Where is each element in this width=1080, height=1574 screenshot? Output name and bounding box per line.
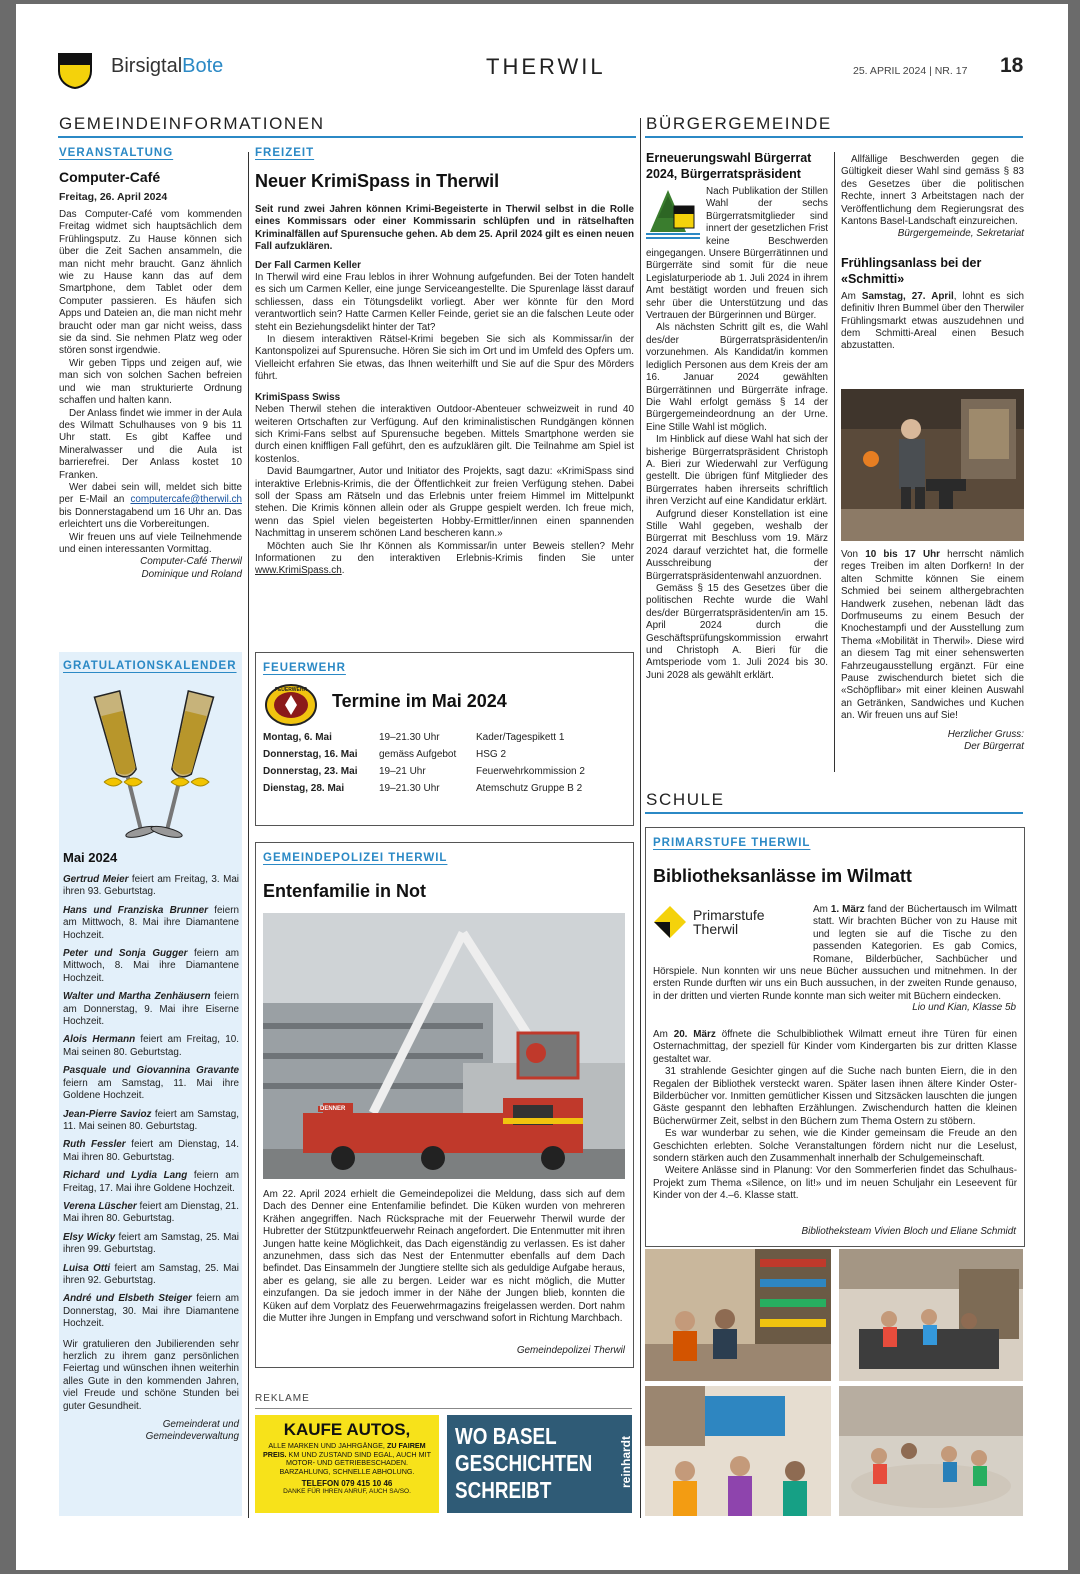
section-header-gemeinde: GEMEINDEINFORMATIONEN: [59, 114, 325, 133]
signature: Bürgergemeinde, Sekretariat: [897, 228, 1024, 240]
box-title: Bibliotheksanlässe im Wilmatt: [653, 866, 912, 886]
termin-time: 19–21.30 Uhr: [379, 732, 440, 743]
library-photo-2: [839, 1249, 1023, 1381]
library-photo-1: [645, 1249, 831, 1381]
buergergemeinde-logo-icon: [646, 188, 700, 240]
article-lead: Seit rund zwei Jahren können Krimi-Begeisterte in Therwil selbst in die Rolle eines Kommissars oder einer Kommissarin schlüpfen und in rätselhaften Kriminalfällen auf Spurensuche gehen. Ab dem 25. April 2024 gilt es einen neuen Fall aufzuklären.: [255, 204, 635, 253]
article-title: Frühlingsanlass bei der «Schmitti»: [841, 255, 982, 286]
signature: Computer-Café Therwil: [140, 556, 242, 568]
kicker: GEMEINDEPOLIZEI THERWIL: [263, 852, 448, 864]
gratulation-entry: Pasquale und Giovannina Gravante feiern am Samstag, 11. Mai ihre Goldene Hochzeit.: [63, 1065, 239, 1102]
termin-day: Donnerstag, 23. Mai: [263, 766, 358, 777]
section-divider: [645, 812, 1023, 814]
article-buergerrat: [646, 150, 828, 682]
signature: Der Bürgerrat: [964, 741, 1024, 753]
subheading: KrimiSpass Swiss: [255, 391, 341, 403]
article-krimi: [255, 147, 634, 578]
email-link[interactable]: computercafe@therwil.ch: [130, 494, 242, 506]
krimispass-link[interactable]: www.KrimiSpass.ch: [255, 565, 342, 577]
termin-time: gemäss Aufgebot: [379, 749, 457, 760]
ad-kaufe-autos[interactable]: [255, 1415, 439, 1513]
termin-day: Dienstag, 28. Mai: [263, 783, 345, 794]
article-body: Am 22. April 2024 erhielt die Gemeindepolizei die Meldung, dass sich auf dem Dach des Denner eine Entenfamilie befindet. Die Küken wurden von mehreren Krähen angegriffen. Nach Rücksprache mit der Feuerwehr Therwil wurde der Hubretter der Stützpunktfeuerwehr Reinach angefordert. Die Entenmutter mit ihren Jungen hatte keine Möglichkeit, das Dach eigenständig zu verlassen. Es ist daher anzunehmen, dass sich das Nest der Entenmutter ebenfalls auf dem Dach befindet. Das Einsammeln der Jungtiere stellte sich als geduldige Aufgabe heraus, aber es gelang, sie alle zu bergen. Leider war es nicht möglich, die Mutter einzufangen. Da sie jedoch immer in der Nähe der Jungen blieb, konnten die Küken auf dem Vorplatz des Feuerwehrmagazins freigelassen werden. Dort nahm die Mutter ihre Jungen in Empfang und verschwand sofort in Richtung Marchbach.: [263, 1189, 625, 1325]
termin-topic: Feuerwehrkommission 2: [476, 766, 585, 777]
gratulation-entry: André und Elsbeth Steiger feiern am Donnerstag, 30. Mai ihre Diamantene Hochzeit.: [63, 1293, 239, 1330]
blacksmith-photo: [841, 389, 1024, 541]
signature: Bibliotheksteam Vivien Bloch und Eliane Schmidt: [801, 1226, 1016, 1237]
termin-topic: Kader/Tagespikett 1: [476, 732, 565, 743]
article-computer-cafe: [59, 147, 242, 581]
kicker: FREIZEIT: [255, 147, 315, 159]
ad-thanks: DANKE FÜR IHREN ANRUF, AUCH SA/SO.: [283, 1488, 411, 1495]
paragraph: Von 10 bis 17 Uhr herrscht nämlich reges Treiben im alten Dorfkern! In der alten Schmitte können Sie einem Schmied bei seinem althergebrachten Handwerk zusehen, nebenan lädt das Dorfmuseums zu einem Besuch der Knochestampfi und der Ausstellung zum Thema «Mobilität in Therwil». Diese wird an diesem Tag mit einer sehenswerten Fahrzeugausstellung ergänzt. Für eine Pause zwischendurch bietet sich die «Schöpflibar» mit einer kleinen Auswahl an Getränken, Sandwiches und Kuchen an. Wir freuen uns auf Sie!: [841, 549, 1024, 722]
signature: Lio und Kian, Klasse 5b: [912, 1002, 1016, 1013]
paragraph: David Baumgartner, Autor und Initiator des Projekts, sagt dazu: «KrimiSpass sind interaktive Erlebnis-Krimis, die der Öffentlichkeit zur freien Verfügung stehen. Dabei soll der Spass am Rätseln und das Erlebnis unter freiem Himmel im Mittelpunkt stehen. Die Krimis können allein oder als Gruppe gespielt werden. Ich freue mich, wenn das Spiel vielen begeisterten Hobby-Ermittler/innen einen spannenden Nachmittag in unserem schönen Land bescheren kann.»: [255, 466, 634, 540]
issue-date: 25. APRIL 2024 | NR. 17: [853, 65, 968, 77]
box-title: Entenfamilie in Not: [263, 881, 427, 901]
fire-truck-photo: [263, 913, 625, 1179]
article-body: Das Computer-Café vom kommenden Freitag widmet sich hauptsächlich dem Frühlingsputz. Zu Hause können sich über die Zeit Sachen ansammeln, die man nicht mehr braucht. Ganz ähnlich wie zu Hause kann das auf dem Smartphone, dem Tablet oder dem Computer passieren. Es häufen sich Apps und Dateien an, die man nicht mehr braucht oder man gar nicht weiss, dass sie da sind. Sie nehmen Platz weg oder stören sonst irgendwie. Wir geben Tipps und zeigen auf, wie man sich von solchen Sachen befreien und wie man strukturierte Ordnung schaffen und halten kann. Der Anlass findet wie immer in der Aula des Wilmatt Schulhauses von 9 bis 11 Uhr statt. Es gibt Kaffee und Mineralwasser und die Aula ist barrierefrei. Der Anlass kostet 10 Franken. Wer dabei sein will, meldet sich bitte per E-Mail an computercafe@therwil.ch bis Donnerstagabend um 16 Uhr an. Das erleichtert uns die Vorbereitungen. Wir freuen uns auf viele Teilnehmende und einen interessanten Vormittag.: [59, 209, 242, 555]
library-photo-3: [645, 1386, 831, 1516]
gratulation-entry: Elsy Wicky feiert am Samstag, 25. Mai ihren 99. Geburtstag.: [63, 1231, 239, 1256]
signature: Gemeindepolizei Therwil: [516, 1345, 625, 1356]
paragraph: Als nächsten Schritt gilt es, die Wahl des/der Bürgerratspräsidenten/in vorzunehmen. Als Kandidat/in kommen lediglich Personen aus dem Kreis der am 16. Januar 2024 gewählten Bürgerrätinnen und Bürgerräte infrage. Die Wahl erfolgt gemäss § 14 der Bürgergemeindeordnung an der Urne. Eine Stille Wahl ist möglich.: [646, 322, 828, 433]
primarstufe-logo-text: Primarstufe Therwil: [693, 907, 765, 937]
gratulation-entry: Hans und Franziska Brunner feiern am Mittwoch, 8. Mai ihre Diamantene Hochzeit.: [63, 904, 240, 941]
column-rule: [834, 152, 835, 772]
signature: Gemeinderat und: [162, 1419, 239, 1431]
paragraph: In diesem interaktiven Rätsel-Krimi begeben Sie sich als Kommissar/in der Kantonspolizei auf Spurensuche. Hören Sie sich im Ort und im Umfeld des Opfers um. Vielleicht erfahren Sie etwas, das Ihnen weiterhilft und Sie auf die Spur des Mörders führt.: [255, 334, 634, 383]
champagne-glasses-icon: [79, 682, 229, 852]
termin-row: [263, 746, 585, 763]
article-title: Computer-Café: [59, 169, 161, 185]
gratulation-entry: Alois Hermann feiert am Freitag, 10. Mai seinen 80. Geburtstag.: [63, 1034, 239, 1058]
kicker: GRATULATIONSKALENDER: [63, 660, 237, 672]
reklame-label: REKLAME: [255, 1393, 310, 1404]
signature: Dominique und Roland: [141, 568, 242, 580]
paragraph: Allfällige Beschwerden gegen die Gültigkeit dieser Wahl sind gemäss § 83 des Gesetzes über die politischen Rechte, innert 3 Arbeitstagen nach der Veröffentlichung dem Regierungsrat des Kantons Basel-Landschaft einzureichen.: [841, 154, 1024, 228]
paragraph: In Therwil wird eine Frau leblos in ihrer Wohnung aufgefunden. Bei der Toten handelt es sich um Carmen Keller, eine junge Serviceangestellte. Die Spurenlage lässt darauf schliessen, dass ein Tötungsdelikt vorliegt. Aber wer könnte für den Mord verantwortlich sein? Hatte Carmen Keller Feinde, geriet sie an die falschen Leute oder steht ein Beziehungsdelikt hinter der Tat?: [255, 272, 634, 333]
termin-topic: HSG 2: [476, 749, 507, 760]
box-title: Termine im Mai 2024: [332, 691, 507, 711]
ad-reinhardt[interactable]: [447, 1415, 632, 1513]
ad-text: ALLE MARKEN UND JAHRGÄNGE, ZU FAIREM PREIS. KM UND ZUSTAND SIND EGAL, AUCH MIT MOTOR- UND GETRIEBESCHADEN. BARZAHLUNG, SCHNELLE ABHOLUNG.: [262, 1441, 431, 1476]
ad-slogan: WO BASEL GESCHICHTEN SCHREIBT: [455, 1423, 593, 1503]
subheading: Der Fall Carmen Keller: [255, 259, 361, 271]
gratulation-list: [63, 874, 239, 1444]
gratulation-entry: Luisa Otti feiert am Samstag, 25. Mai ihren 92. Geburtstag.: [63, 1262, 239, 1286]
gratulation-entry: Walter und Martha Zenhäusern feiern am Donnerstag, 9. Mai ihre Eiserne Hochzeit.: [63, 991, 239, 1028]
section-divider: [645, 136, 1023, 138]
signature: Gemeindeverwaltung: [145, 1431, 239, 1443]
termin-row: [263, 780, 585, 797]
logo-text: FEUERWEHR: [274, 687, 308, 693]
paragraph: Im Hinblick auf diese Wahl hat sich der bisherige Bürgerratspräsident Christoph A. Bieri zur Wiederwahl zur Verfügung gestellt. Die übrigen fünf Mitglieder des Bürgerrates haben ihrerseits schriftlich ihren Verzicht auf eine Kandidatur erklärt.: [646, 434, 828, 508]
paragraph: Möchten auch Sie Ihr Können als Kommissar/in unter Beweis stellen? Mehr Informationen zu den interaktiven Erlebnis-Krimis finden Sie unter www.KrimiSpass.ch.: [255, 540, 634, 577]
article-title: Erneuerungswahl Bürgerrat 2024, Bürgerratspräsident: [646, 151, 812, 181]
termine-table: [263, 729, 585, 797]
ad-title: KAUFE AUTOS,: [283, 1420, 411, 1439]
termin-day: Montag, 6. Mai: [263, 732, 332, 743]
gratulation-entry: Peter und Sonja Gugger feiern am Mittwoch, 8. Mai ihre Diamantene Hochzeit.: [63, 948, 239, 984]
store-sign: DENNER: [320, 1106, 346, 1112]
schule-box: [645, 827, 1025, 1247]
coat-of-arms-icon: [58, 53, 92, 89]
article-date: Freitag, 26. April 2024: [59, 191, 168, 203]
gratulation-entry: Richard und Lydia Lang feiern am Freitag, 17. Mai ihre Goldene Hochzeit.: [63, 1170, 239, 1194]
ad-brand: reinhardt: [618, 1435, 633, 1489]
article-schmitti-continued: [841, 549, 1024, 754]
brand-logo: BirsigtalBote: [111, 55, 224, 77]
termin-day: Donnerstag, 16. Mai: [263, 749, 358, 760]
article-buergerrat-continued: [841, 154, 1024, 353]
ad-phone: TELEFON 079 415 10 46: [301, 1479, 393, 1488]
termin-row: [263, 729, 585, 746]
feuerwehr-box: [255, 652, 634, 826]
termin-time: 19–21 Uhr: [379, 766, 426, 777]
paragraph: Aufgrund dieser Konstellation ist eine Stille Wahl gegeben, weshalb der Bürgerrat mit Beschluss vom 19. März 2024 darauf verzichtet hat, die formelle Ausschreibung der Bürgerratspräsidentenwahl anzuordnen.: [646, 508, 828, 582]
page-number: 18: [1000, 54, 1024, 77]
paragraph: Nach Publikation der Stillen Wahl der sechs Bürgerratsmitglieder sind innert der gesetzlichen Frist keine Beschwerden eingegangen. Unsere Bürgerrätinnen und Bürgerräte sind somit für die neue Legislaturperiode ab 1. Juli 2024 in ihrem Amt bestätigt worden und freuen sich sehr über die Unterstützung und das Vertrauen der Bürgerinnen und Bürger.: [646, 186, 828, 322]
paragraph: Am Samstag, 27. April, lohnt es sich definitiv Ihren Bummel über den Therwiler Frühlingsmarkt etwas auszudehnen und dem Schmitti-Areal einen Besuch abzustatten.: [841, 290, 1024, 352]
termin-row: [263, 763, 585, 780]
section-divider: [58, 136, 636, 138]
gratulation-box: [59, 652, 242, 1516]
divider: [255, 1408, 632, 1409]
paragraph: Gemäss § 15 des Gesetzes über die politischen Rechte wurde die Wahl des/der Bürgerratspräsidenten/in am 15. April 2024 durch die Geschäftsprüfungskommission erwahrt und Christoph A. Bieri für die Amtsperiode vom 1. Juli 2024 bis 30. Juni 2028 als gewählt erklärt.: [646, 583, 828, 681]
kicker: PRIMARSTUFE THERWIL: [653, 837, 811, 849]
gratulation-closing: Wir gratulieren den Jubilierenden sehr herzlich zu ihrem ganz persönlichen Feiertag und wünschen ihnen weiterhin alles Gute in den kommenden Jahren, viel Freude und schöne Stunden bei guter Gesundheit.: [63, 1338, 239, 1412]
library-photo-4: [839, 1386, 1023, 1516]
section-header-buergergemeinde: BÜRGERGEMEINDE: [646, 114, 832, 133]
paragraph: Am 1. März fand der Büchertausch im Wilmatt statt. Wir brachten Bücher von zu Hause mit und legten sie auf die Tische zu den passenden Kategorien. Es gab Comics, Romane, Bilderbücher, Sachbücher und Hörspiele. Nun konnten wir uns neue Bücher aussuchen und mitnehmen. In der ersten Runde durften wir uns ein Buch aussuchen, in der zweiten Runde genauso, in der dritten und vierten Runde konnte man sich weiter mit Büchern eindecken.: [653, 904, 1017, 1002]
kicker: VERANSTALTUNG: [59, 147, 174, 159]
town-title: THERWIL: [486, 54, 606, 79]
polizei-box: [255, 842, 634, 1368]
termin-topic: Atemschutz Gruppe B 2: [476, 783, 583, 794]
gratulation-entry: Ruth Fessler feiert am Dienstag, 14. Mai ihren 80. Geburtstag.: [63, 1139, 239, 1163]
month-heading: Mai 2024: [63, 850, 118, 865]
school-article-body: Am 20. März öffnete die Schulbibliothek Wilmatt erneut ihre Türen für einen Osternachmittag, der speziell für Kinder vom Kindergarten bis zur dritten Klasse gestaltet war. 31 strahlende Gesichter gingen auf die Suche nach bunten Eiern, die in den Regalen der Bibliothek versteckt waren. Später lasen ihnen ältere Kinder Oster-Bilderbücher vor. Inmitten gemütlicher Kissen und Sitzsäcken lauschten die jungen Gäste gespannt den lebhaften Erzählungen. Zwischendurch hatten die kleinen Bücherwürmer Zeit, selbst in den Büchern zum Thema Ostern zu stöbern. Es war wunderbar zu sehen, wie die Kinder gemeinsam die Freude an den Geschichten erlebten. Solche Veranstaltungen fördern nicht nur die Leselust, sondern stärken auch den Zusammenhalt innerhalb der Schulgemeinschaft. Weitere Anlässe sind in Planung: Vor den Sommerferien findet das Schulhaus-Projekt zum Thema «Silence, on lit!» und im neuen Schuljahr ein Leseevent für Kinder von der 4.–6. Klasse statt.: [653, 1029, 1018, 1202]
article-title: Neuer KrimiSpass in Therwil: [255, 171, 500, 191]
newspaper-page: [16, 4, 1068, 1570]
column-rule: [640, 118, 641, 1518]
section-header-schule: SCHULE: [646, 790, 725, 809]
gratulation-entry: Jean-Pierre Savioz feiert am Samstag, 11. Mai seinen 80. Geburtstag.: [63, 1108, 239, 1132]
signature: Herzlicher Gruss:: [947, 728, 1024, 740]
termin-time: 19–21.30 Uhr: [379, 783, 440, 794]
gratulation-entry: Verena Lüscher feiert am Dienstag, 21. Mai ihren 80. Geburtstag.: [63, 1200, 239, 1225]
paragraph: Neben Therwil stehen die interaktiven Outdoor-Abenteuer schweizweit in rund 40 weiteren Ortschaften zur Verfügung. Auf den kriminalistischen Rundgängen können sich Krimi-Fans selbst auf Spurensuche begeben. Mittels Smartphone werden sie durch einen kniffligen Fall geführt, den es aufzuklären gilt. Die Teilnahme am Spiel ist kostenlos.: [255, 404, 634, 465]
gratulation-entry: Gertrud Meier feiert am Freitag, 3. Mai ihren 93. Geburtstag.: [63, 874, 239, 898]
kicker: FEUERWEHR: [263, 662, 346, 674]
column-rule: [248, 152, 249, 1518]
